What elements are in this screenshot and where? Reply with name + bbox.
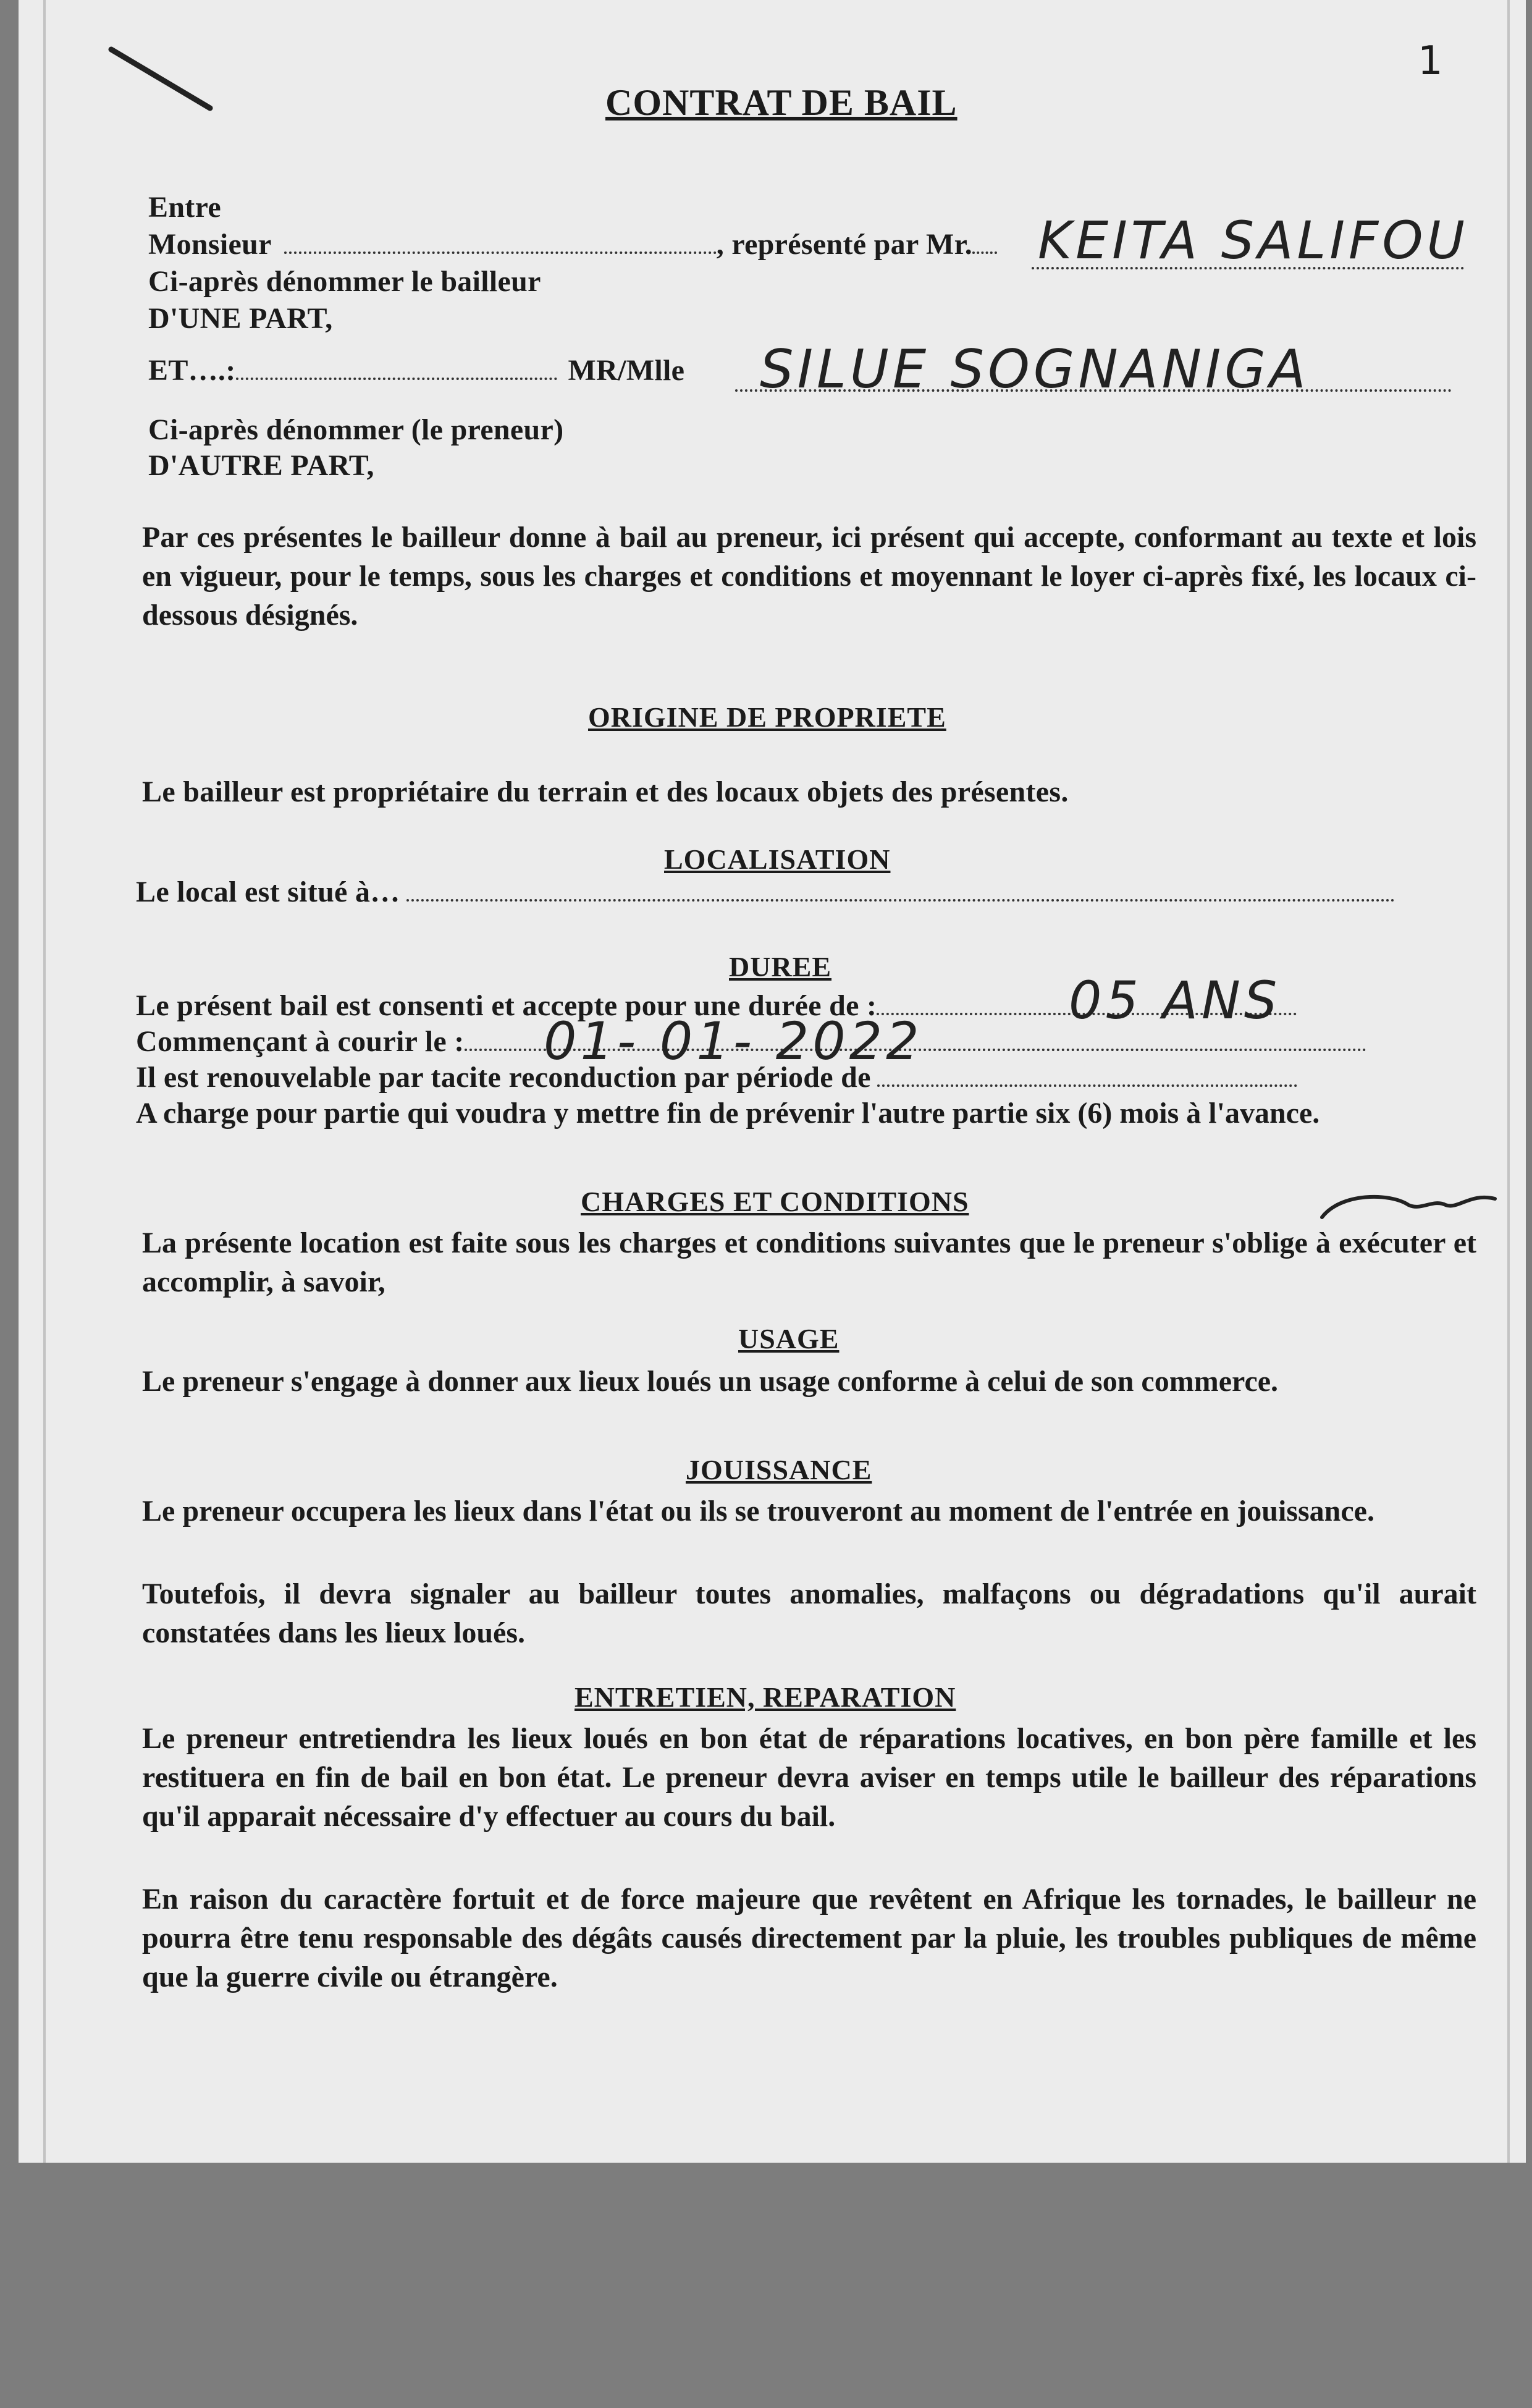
preneur-dotted-line <box>735 389 1452 392</box>
intro-paragraph: Par ces présentes le bailleur donne à bail au preneur, ici présent qui accepte, conformant au texte et lois en vigueur, pour le temps, sous les charges et conditions et moyennant le loyer ci-après fixé, les locaux ci-dessous désignés. <box>142 521 1476 632</box>
scan-edge-right <box>1507 0 1510 2163</box>
monsieur-label: Monsieur , représenté par Mr. <box>148 227 997 261</box>
bailleur-dotted-line <box>1032 267 1464 269</box>
usage-text: Le preneur s'engage à donner aux lieux loués un usage conforme à celui de son commerce. <box>142 1365 1279 1398</box>
duration-handwritten: 05 ANS <box>1069 970 1281 1031</box>
handwritten-scribble <box>1316 1180 1501 1230</box>
bailleur-description: Ci-après dénommer le bailleur <box>148 265 541 298</box>
page-number: 1 <box>1418 38 1443 84</box>
preneur-description: Ci-après dénommer (le preneur) <box>148 413 564 446</box>
entretien-text-1: Le preneur entretiendra les lieux loués en bon état de réparations locatives, en bon père famille et les restituera en fin de bail en bon état. Le preneur devra aviser en temps utile le bailleur des réparations qu'il apparait nécessaire d'y effectuer au cours du bail. <box>142 1722 1476 1833</box>
entretien-heading: ENTRETIEN, REPARATION <box>574 1681 956 1713</box>
jouissance-text-1: Le preneur occupera les lieux dans l'état ou ils se trouveront au moment de l'entrée en jouissance. <box>142 1495 1374 1527</box>
duree-line-2: Commençant à courir le : <box>136 1024 1366 1058</box>
scan-edge-left <box>43 0 46 2163</box>
start-date-handwritten: 01- 01- 2022 <box>544 1011 923 1071</box>
jouissance-text-2: Toutefois, il devra signaler au bailleur toutes anomalies, malfaçons ou dégradations qu'il aurait constatées dans les lieux loués. <box>142 1578 1476 1649</box>
entretien-text-2: En raison du caractère fortuit et de force majeure que revêtent en Afrique les tornades, le bailleur ne pourra être tenu responsable des dégâts causés directement par la pluie, les troubles publiques de même que la guerre civile ou étrangère. <box>142 1883 1476 1993</box>
preneur-name-handwritten: SILUE SOGNANIGA <box>760 339 1310 400</box>
et-label: ET….: MR/Mlle <box>148 354 685 387</box>
origine-text: Le bailleur est propriétaire du terrain et des locaux objets des présentes. <box>142 775 1069 808</box>
origine-heading: ORIGINE DE PROPRIETE <box>588 701 946 733</box>
duree-line-1: Le présent bail est consenti et accepte pour une durée de : <box>136 989 1297 1023</box>
duree-line-3: Il est renouvelable par tacite reconduction par période de <box>136 1060 1297 1094</box>
document-title: CONTRAT DE BAIL <box>605 82 958 123</box>
duree-heading: DUREE <box>729 951 832 982</box>
document-page <box>19 0 1526 2163</box>
usage-heading: USAGE <box>738 1323 840 1354</box>
localisation-heading: LOCALISATION <box>664 843 891 875</box>
charges-heading: CHARGES ET CONDITIONS <box>581 1186 969 1217</box>
represente-label: , représenté par Mr. <box>716 228 973 261</box>
entre-label: Entre <box>148 191 221 224</box>
localisation-text: Le local est situé à… <box>136 875 1395 909</box>
bailleur-name-handwritten: KEITA SALIFOU <box>1038 210 1468 271</box>
duree-line-4: A charge pour partie qui voudra y mettre fin de prévenir l'autre partie six (6) mois à l'avance. <box>136 1097 1320 1130</box>
une-part-label: D'UNE PART, <box>148 302 333 335</box>
charges-text: La présente location est faite sous les charges et conditions suivantes que le preneur s'oblige à exécuter et accomplir, à savoir, <box>142 1227 1476 1298</box>
autre-part-label: D'AUTRE PART, <box>148 449 374 482</box>
pen-stroke-mark <box>105 37 222 117</box>
jouissance-heading: JOUISSANCE <box>686 1454 872 1485</box>
